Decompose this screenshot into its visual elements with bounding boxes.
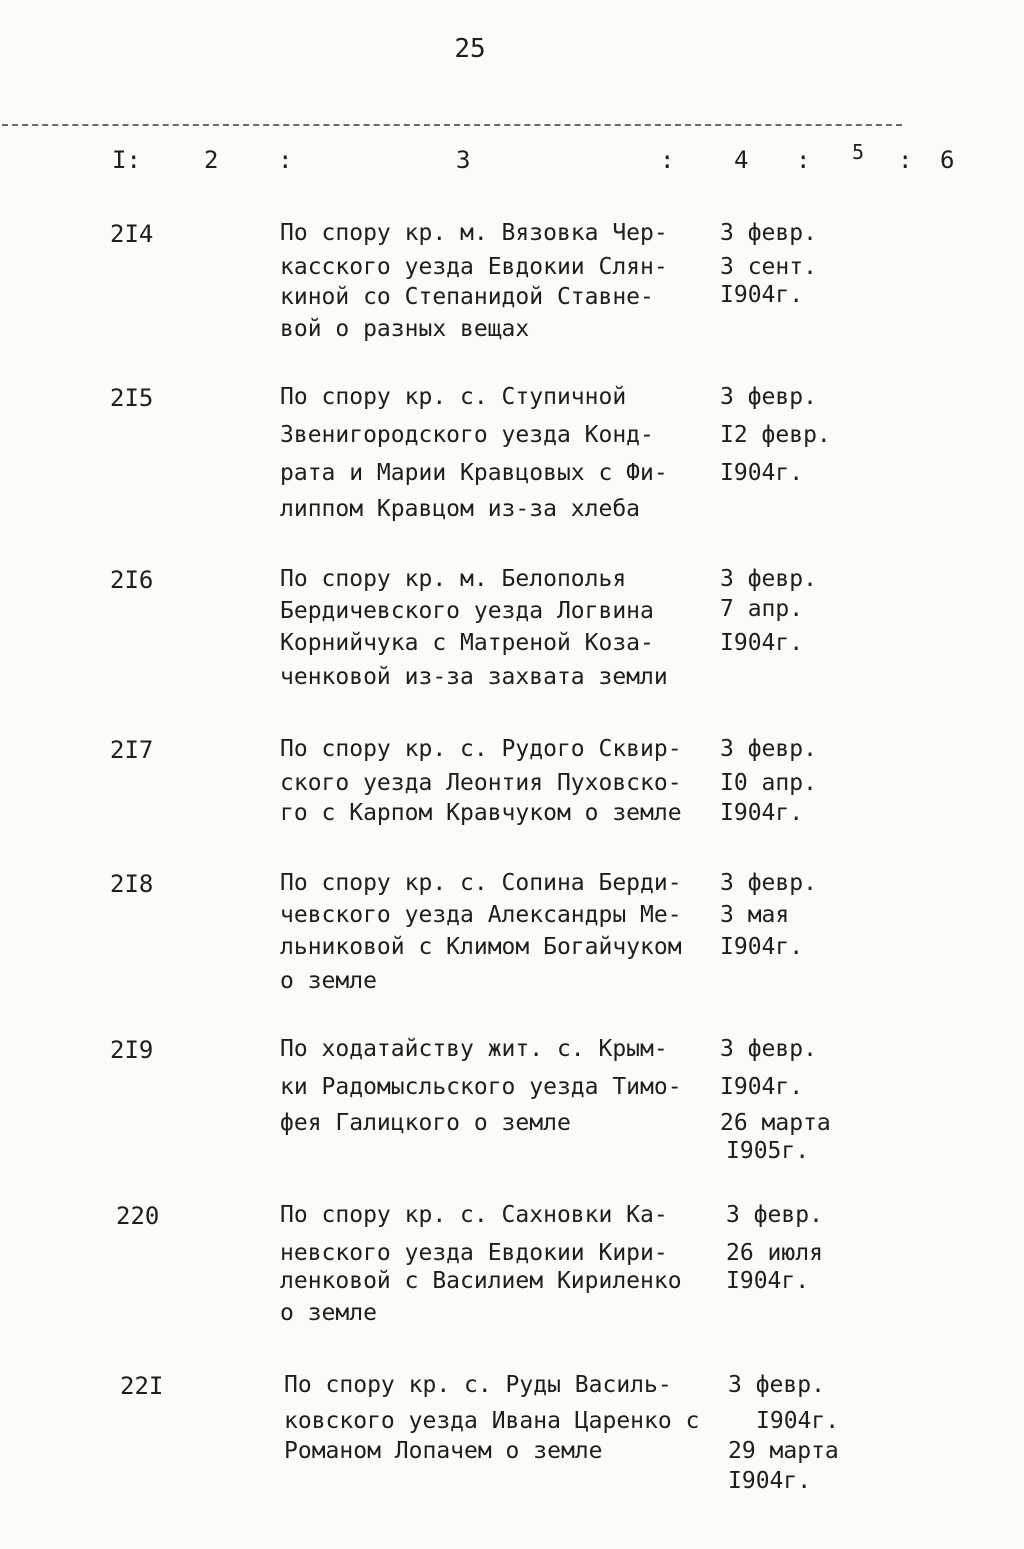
description-line: о земле xyxy=(280,968,377,994)
date-line: 3 февр. xyxy=(720,384,817,410)
description-line: ленковой с Василием Кириленко xyxy=(280,1268,682,1294)
col-header-sep: : xyxy=(898,146,913,174)
col-header-5: 5 xyxy=(852,140,865,164)
date-line: I904г. xyxy=(720,282,804,308)
top-rule xyxy=(2,124,902,126)
date-line: 3 февр. xyxy=(726,1202,823,1228)
description-line: По спору кр. с. Ступичной xyxy=(280,384,627,410)
date-line: I904г. xyxy=(720,800,804,826)
date-line: 26 марта xyxy=(720,1110,831,1136)
date-line: 3 февр. xyxy=(720,736,817,762)
date-line: 3 февр. xyxy=(720,870,817,896)
description-line: невского уезда Евдокии Кири- xyxy=(280,1240,668,1266)
date-line: 3 февр. xyxy=(728,1372,825,1398)
col-header-1: I: xyxy=(112,146,141,174)
description-line: ского уезда Леонтия Пуховско- xyxy=(280,770,682,796)
date-line: 29 марта xyxy=(728,1438,839,1464)
description-line: липпом Кравцом из-за хлеба xyxy=(280,496,641,522)
col-header-sep: : xyxy=(796,146,811,174)
description-line: чевского уезда Александры Ме- xyxy=(280,902,682,928)
date-line: I0 апр. xyxy=(720,770,817,796)
record-number: 2I8 xyxy=(110,870,154,898)
description-line: ки Радомысльского уезда Тимо- xyxy=(280,1074,682,1100)
description-line: По спору кр. м. Вязовка Чер- xyxy=(280,220,668,246)
date-line: 3 февр. xyxy=(720,566,817,592)
description-line: По спору кр. с. Рудого Сквир- xyxy=(280,736,682,762)
description-line: По спору кр. с. Руды Василь- xyxy=(284,1372,672,1398)
col-header-6: 6 xyxy=(940,146,955,174)
description-line: о земле xyxy=(280,1300,377,1326)
date-line: I904г. xyxy=(720,630,804,656)
col-header-4: 4 xyxy=(734,146,749,174)
description-line: По спору кр. м. Белополья xyxy=(280,566,627,592)
record-number: 22I xyxy=(120,1372,164,1400)
description-line: го с Карпом Кравчуком о земле xyxy=(280,800,682,826)
col-header-2: 2 xyxy=(204,146,219,174)
date-line: I2 февр. xyxy=(720,422,831,448)
description-line: касского уезда Евдокии Слян- xyxy=(280,254,668,280)
record-number: 2I5 xyxy=(110,384,154,412)
record-number: 2I9 xyxy=(110,1036,154,1064)
col-header-sep: : xyxy=(278,146,293,174)
date-line: I905г. xyxy=(726,1138,810,1164)
date-line: I904г. xyxy=(720,934,804,960)
record-number: 2I7 xyxy=(110,736,154,764)
description-line: Звенигородского уезда Конд- xyxy=(280,422,654,448)
date-line: 3 февр. xyxy=(720,220,817,246)
description-line: Корнийчука с Матреной Коза- xyxy=(280,630,654,656)
date-line: I904г. xyxy=(720,460,804,486)
description-line: вой о разных вещах xyxy=(280,316,530,342)
date-line: I904г. xyxy=(720,1074,804,1100)
date-line: 3 февр. xyxy=(720,1036,817,1062)
description-line: рата и Марии Кравцовых с Фи- xyxy=(280,460,668,486)
date-line: I904г. xyxy=(726,1268,810,1294)
date-line: 7 апр. xyxy=(720,596,804,622)
date-line: I904г. xyxy=(756,1408,840,1434)
description-line: ковского уезда Ивана Царенко с xyxy=(284,1408,700,1434)
date-line: 3 мая xyxy=(720,902,790,928)
record-number: 2I6 xyxy=(110,566,154,594)
date-line: 26 июля xyxy=(726,1240,823,1266)
description-line: льниковой с Климом Богайчуком xyxy=(280,934,682,960)
col-header-sep: : xyxy=(660,146,675,174)
description-line: По спору кр. с. Сопина Берди- xyxy=(280,870,682,896)
record-number: 2I4 xyxy=(110,220,154,248)
col-header-3: 3 xyxy=(456,146,471,174)
date-line: I904г. xyxy=(728,1468,812,1494)
record-number: 220 xyxy=(116,1202,160,1230)
date-line: 3 сент. xyxy=(720,254,817,280)
description-line: ченковой из-за захвата земли xyxy=(280,664,668,690)
description-line: киной со Степанидой Ставне- xyxy=(280,284,654,310)
description-line: По спору кр. с. Сахновки Ка- xyxy=(280,1202,668,1228)
description-line: Бердичевского уезда Логвина xyxy=(280,598,654,624)
page-number: 25 xyxy=(454,34,486,64)
description-line: фея Галицкого о земле xyxy=(280,1110,571,1136)
description-line: Романом Лопачем о земле xyxy=(284,1438,603,1464)
description-line: По ходатайству жит. с. Крым- xyxy=(280,1036,668,1062)
